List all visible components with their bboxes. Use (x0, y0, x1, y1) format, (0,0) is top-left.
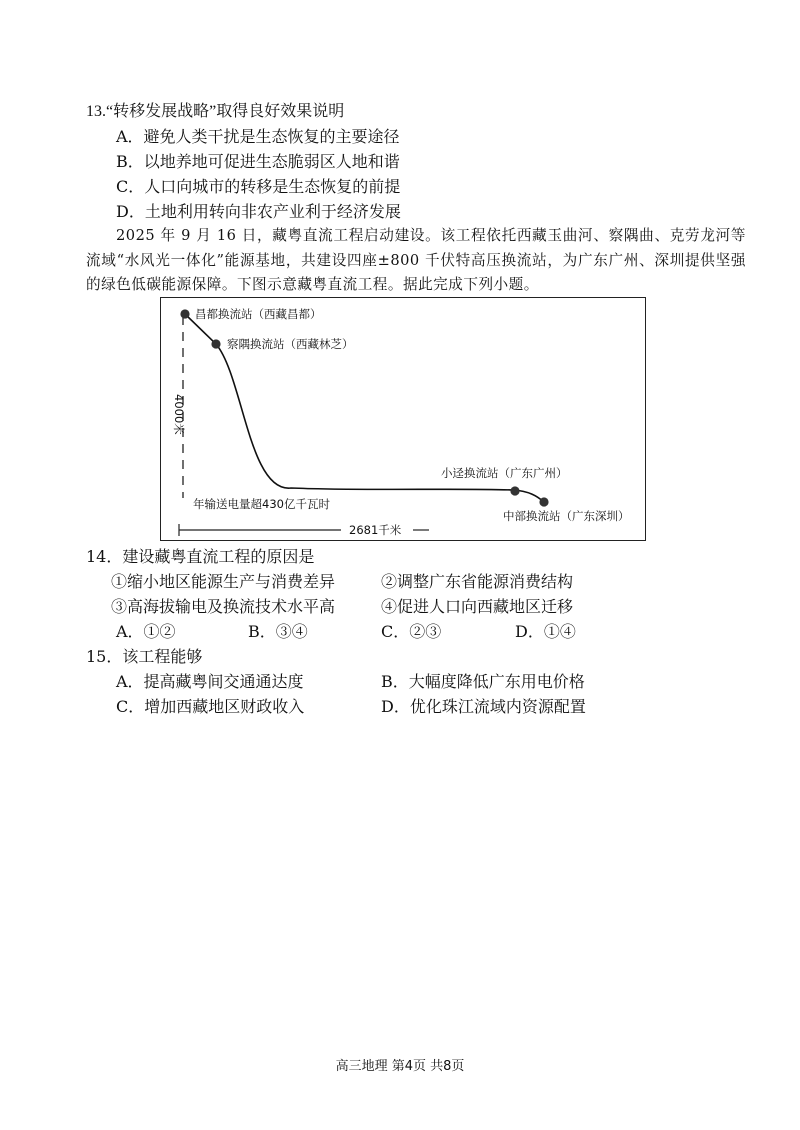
passage (86, 224, 746, 298)
diagram-svg (161, 298, 647, 542)
q13-option-c: C．人口向城市的转移是生态恢复的前提 (116, 177, 401, 196)
q15-stem: 15．该工程能够 (86, 647, 203, 666)
station-marker-zhongbu (539, 497, 548, 506)
q13-option-b: B．以地养地可促进生态脆弱区人地和谐 (116, 152, 400, 171)
station-marker-xiaojing (510, 486, 519, 495)
page-footer: 高三地理 第4页 共8页 (335, 1059, 465, 1074)
q14-stem: 14．建设藏粤直流工程的原因是 (86, 547, 315, 566)
q14-item-3: ③高海拔输电及换流技术水平高 (111, 597, 336, 616)
station-marker-changdu (180, 309, 189, 318)
station-marker-chayu (211, 339, 220, 348)
distance-label: 2681千米 (349, 523, 402, 537)
passage-text: 2025 年 9 月 16 日，藏粤直流工程启动建设。该工程依托西藏玉曲河、察隅曲、克劳龙河等流域“水风光一体化”能源基地，共建设四座±800 千伏特高压换流站，为广东广州、深圳提供坚强的绿色低碳能源保障。下图示意藏粤直流工程。据此完成下列小题。 (86, 227, 746, 293)
annual-transmission-label: 年输送电量超430亿千瓦时 (193, 497, 330, 511)
station1-label: 昌都换流站（西藏昌都） (195, 307, 322, 321)
station4-label: 中部换流站（广东深圳） (503, 509, 630, 523)
q14-choice-a: A．①② (116, 622, 176, 641)
q13-option-a: A．避免人类干扰是生态恢复的主要途径 (116, 127, 400, 146)
q15-option-a: A．提高藏粤间交通通达度 (116, 672, 304, 691)
height-label: 4000米 (172, 394, 186, 435)
q14-item-4: ④促进人口向西藏地区迁移 (381, 597, 574, 616)
q14-item-1: ①缩小地区能源生产与消费差异 (111, 572, 336, 591)
q15-option-d: D．优化珠江流域内资源配置 (381, 697, 586, 716)
q15-option-c: C．增加西藏地区财政收入 (116, 697, 305, 716)
q14-choice-d: D．①④ (515, 622, 576, 641)
q14-choice-c: C．②③ (381, 622, 442, 641)
q15-option-b: B．大幅度降低广东用电价格 (381, 672, 585, 691)
q14-item-2: ②调整广东省能源消费结构 (381, 572, 574, 591)
station3-label: 小迳换流站（广东广州） (441, 466, 568, 480)
q13-option-d: D．土地利用转向非农产业利于经济发展 (116, 202, 401, 221)
station2-label: 察隅换流站（西藏林芝） (227, 337, 354, 351)
q14-choice-b: B．③④ (248, 622, 308, 641)
q13-stem: 13.“转移发展战略”取得良好效果说明 (86, 103, 345, 120)
transmission-diagram (160, 297, 646, 541)
